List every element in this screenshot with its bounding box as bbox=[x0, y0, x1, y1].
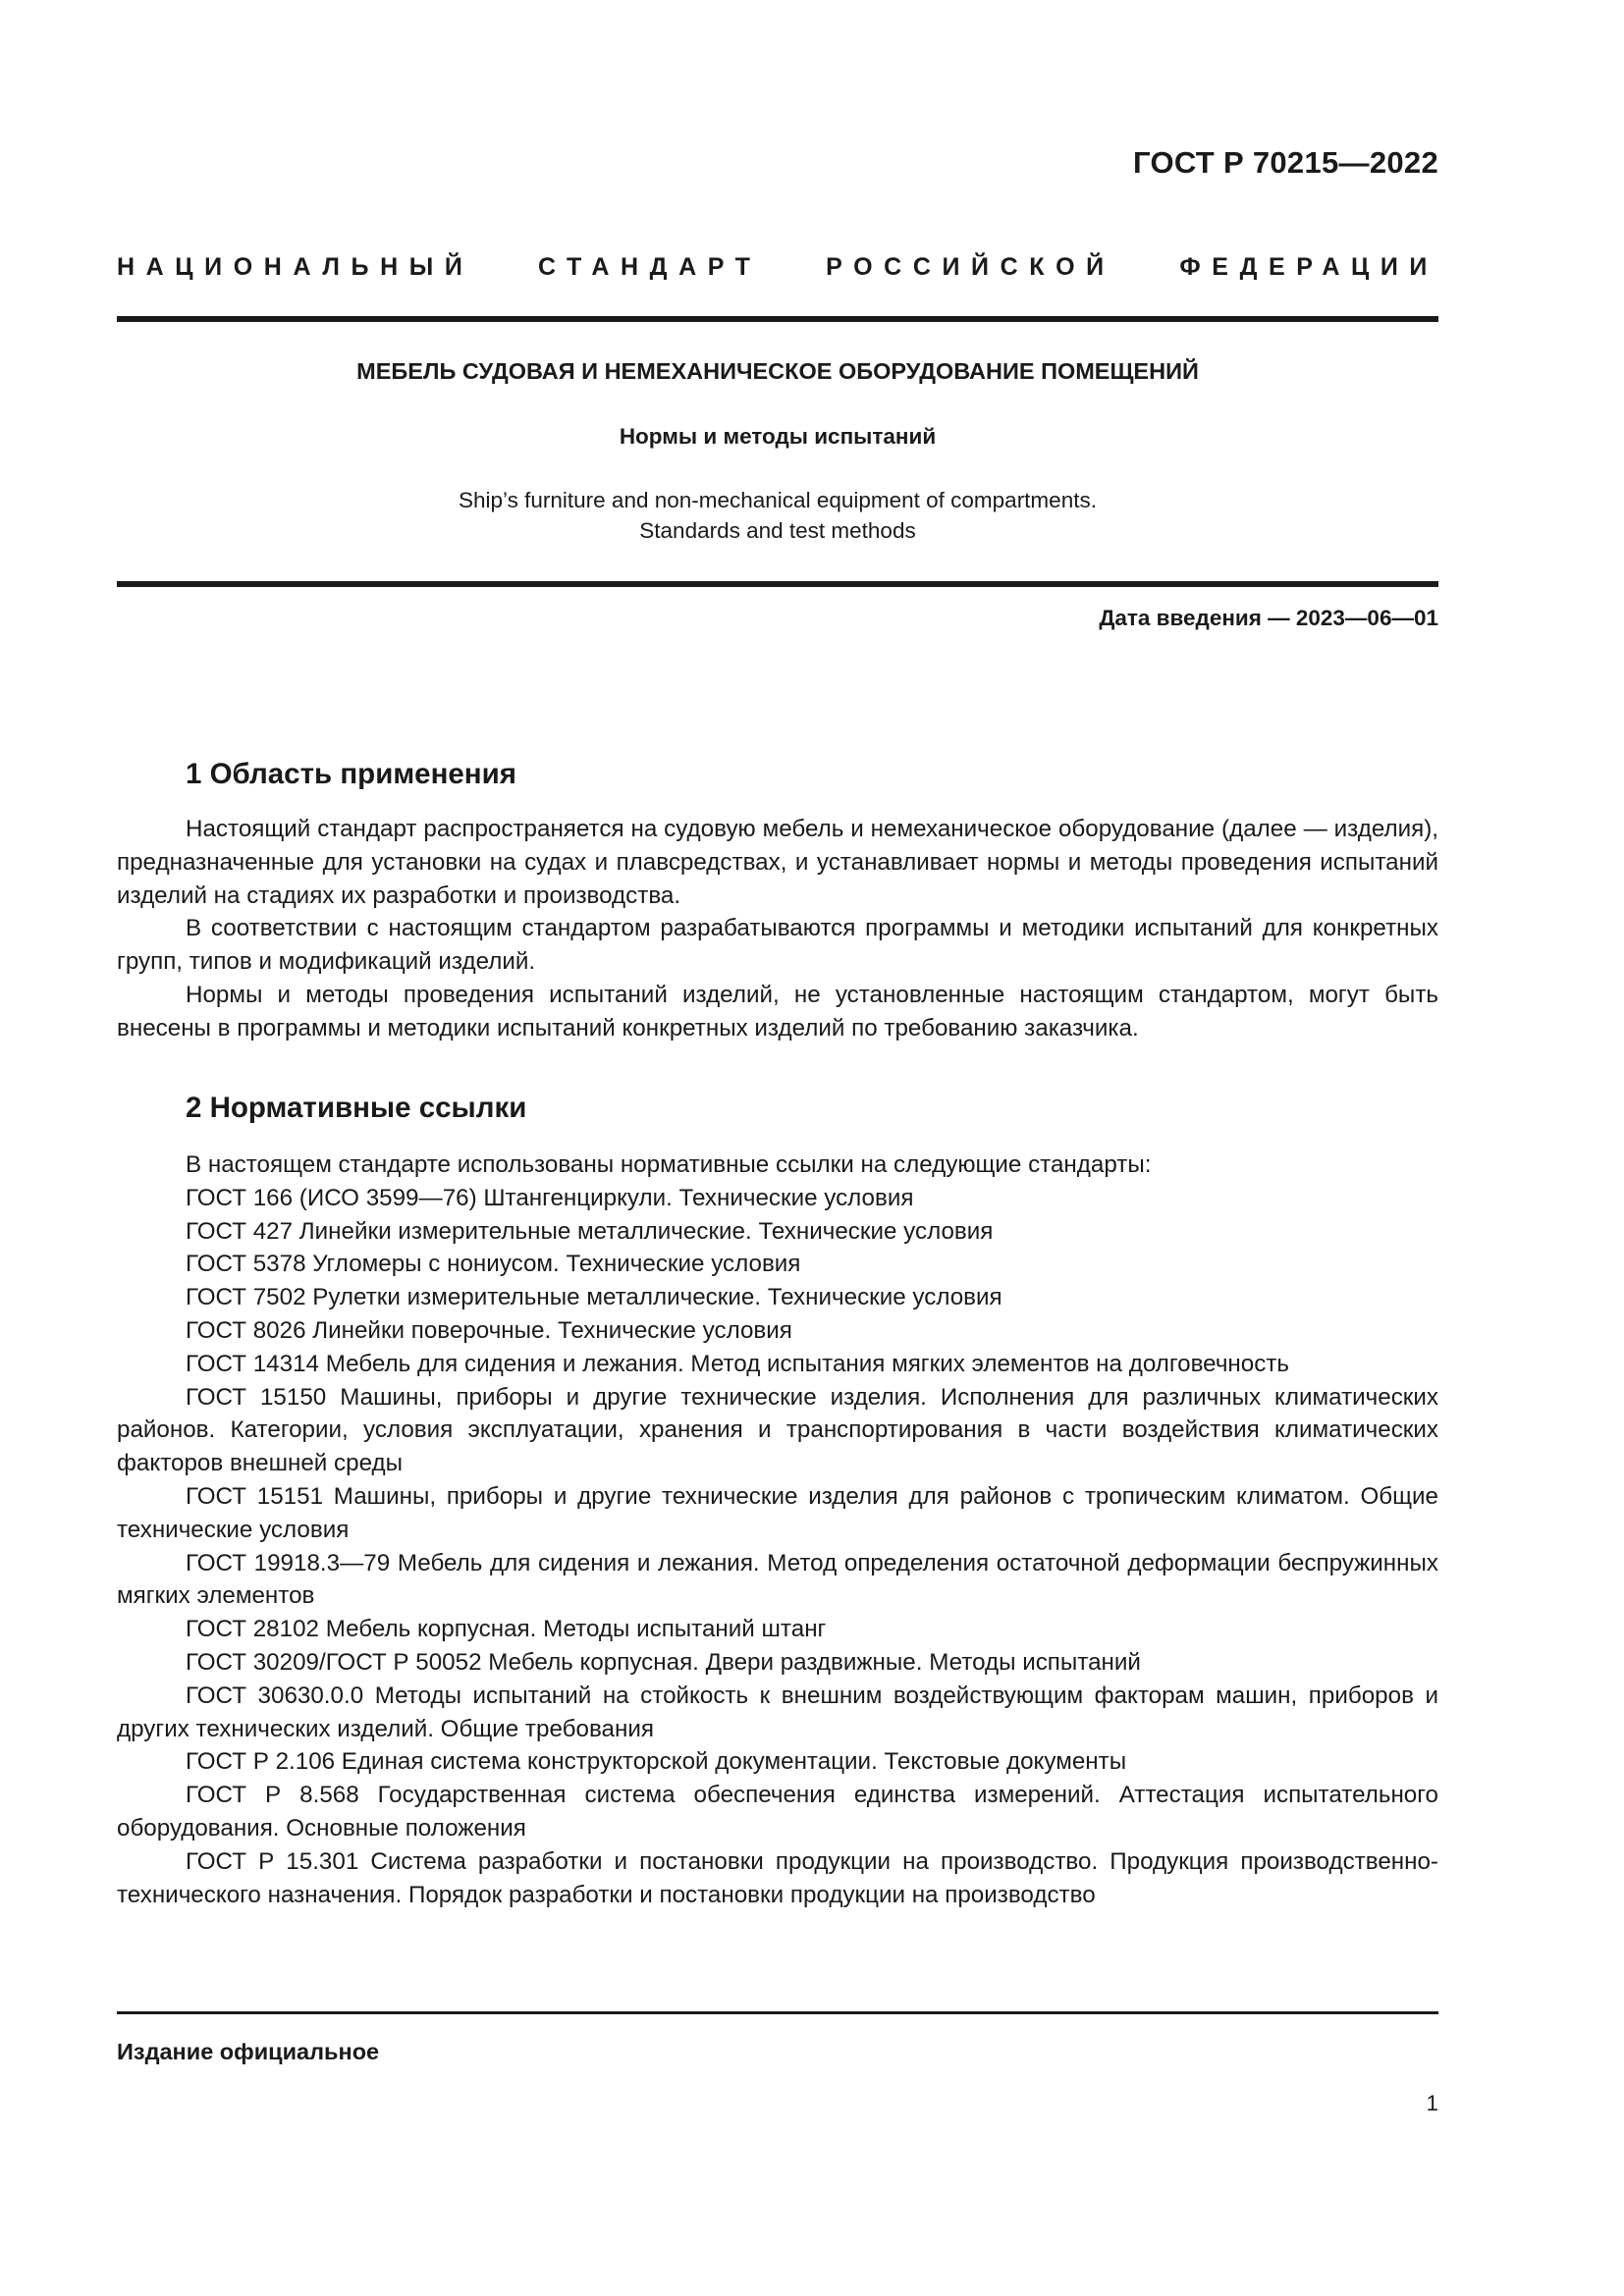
reference-item: ГОСТ Р 2.106 Единая система конструкторской документации. Текстовые документы bbox=[186, 1748, 1127, 1776]
reference-item: ГОСТ 166 (ИСО 3599—76) Штангенциркули. Технические условия bbox=[186, 1184, 914, 1211]
reference-item: ГОСТ 19918.3—79 Мебель для сидения и лежания. Метод определения остаточной деформации беспружинных мягких элементов bbox=[117, 1549, 1438, 1610]
reference-item: ГОСТ 5378 Угломеры с нониусом. Технические условия bbox=[186, 1251, 801, 1278]
paragraph: Настоящий стандарт распространяется на судовую мебель и немеханическое оборудование (далее — изделия), предназначенные для установки на судах и плавсредствах, и устанавливает нормы и методы проведения испытаний изделий на стадиях их разработки и производства. bbox=[117, 816, 1438, 909]
official-edition-label: Издание официальное bbox=[117, 2039, 380, 2064]
paragraph: В настоящем стандарте использованы нормативные ссылки на следующие стандарты: bbox=[186, 1151, 1152, 1178]
english-title-line-2: Standards and test methods bbox=[639, 518, 916, 543]
national-standard-title: НАЦИОНАЛЬНЫЙ СТАНДАРТ РОССИЙСКОЙ ФЕДЕРАЦИИ bbox=[117, 253, 1438, 281]
reference-item: ГОСТ 30209/ГОСТ Р 50052 Мебель корпусная. Двери раздвижные. Методы испытаний bbox=[186, 1648, 1141, 1676]
reference-item: ГОСТ 28102 Мебель корпусная. Методы испытаний штанг bbox=[186, 1616, 827, 1643]
reference-item: ГОСТ 8026 Линейки поверочные. Технические условия bbox=[186, 1316, 792, 1344]
document-number: ГОСТ Р 70215—2022 bbox=[1133, 145, 1438, 180]
section-heading-normative-references: 2 Нормативные ссылки bbox=[186, 1092, 527, 1124]
paragraph: В соответствии с настоящим стандартом разрабатываются программы и методики испытаний для конкретных групп, типов и модификаций изделий. bbox=[117, 915, 1438, 976]
introduction-date: Дата введения — 2023—06—01 bbox=[1099, 606, 1438, 630]
reference-item: ГОСТ 14314 Мебель для сидения и лежания. Метод испытания мягких элементов на долговечность bbox=[186, 1350, 1290, 1377]
paragraph: Нормы и методы проведения испытаний изделий, не установленные настоящим стандартом, могут быть внесены в программы и методики испытаний конкретных изделий по требованию заказчика. bbox=[117, 981, 1438, 1041]
header-divider bbox=[117, 316, 1438, 322]
reference-item: ГОСТ 7502 Рулетки измерительные металлические. Технические условия bbox=[186, 1284, 1002, 1311]
reference-item: ГОСТ 15151 Машины, приборы и другие технические изделия для районов с тропическим климатом. Общие технические условия bbox=[117, 1482, 1438, 1543]
english-title-line-1: Ship’s furniture and non-mechanical equipment of compartments. bbox=[459, 488, 1097, 512]
reference-item: ГОСТ 427 Линейки измерительные металлические. Технические условия bbox=[186, 1217, 994, 1245]
section-body-normative-references bbox=[117, 1148, 1438, 1911]
reference-item: ГОСТ Р 8.568 Государственная система обеспечения единства измерений. Аттестация испытательного оборудования. Основные положения bbox=[117, 1782, 1438, 1842]
page-number: 1 bbox=[1426, 2091, 1438, 2115]
section-body-scope bbox=[117, 813, 1438, 1045]
section-heading-scope: 1 Область применения bbox=[186, 758, 516, 790]
document-subtitle: Нормы и методы испытаний bbox=[619, 424, 937, 449]
reference-item: ГОСТ 15150 Машины, приборы и другие технические изделия. Исполнения для различных климатических районов. Категории, условия эксплуатации, хранения и транспортирования в части воздействия климатических факторов внешней среды bbox=[117, 1383, 1438, 1477]
document-title: МЕБЕЛЬ СУДОВАЯ И НЕМЕХАНИЧЕСКОЕ ОБОРУДОВАНИЕ ПОМЕЩЕНИЙ bbox=[356, 358, 1199, 384]
reference-item: ГОСТ Р 15.301 Система разработки и постановки продукции на производство. Продукция производственно-технического назначения. Порядок разработки и постановки продукции на производство bbox=[117, 1847, 1438, 1908]
english-title bbox=[117, 485, 1438, 546]
title-divider bbox=[117, 581, 1438, 587]
footer-divider bbox=[117, 2011, 1438, 2014]
document-page bbox=[117, 0, 1438, 2296]
reference-item: ГОСТ 30630.0.0 Методы испытаний на стойкость к внешним воздействующим факторам машин, приборов и других технических изделий. Общие требования bbox=[117, 1682, 1438, 1742]
